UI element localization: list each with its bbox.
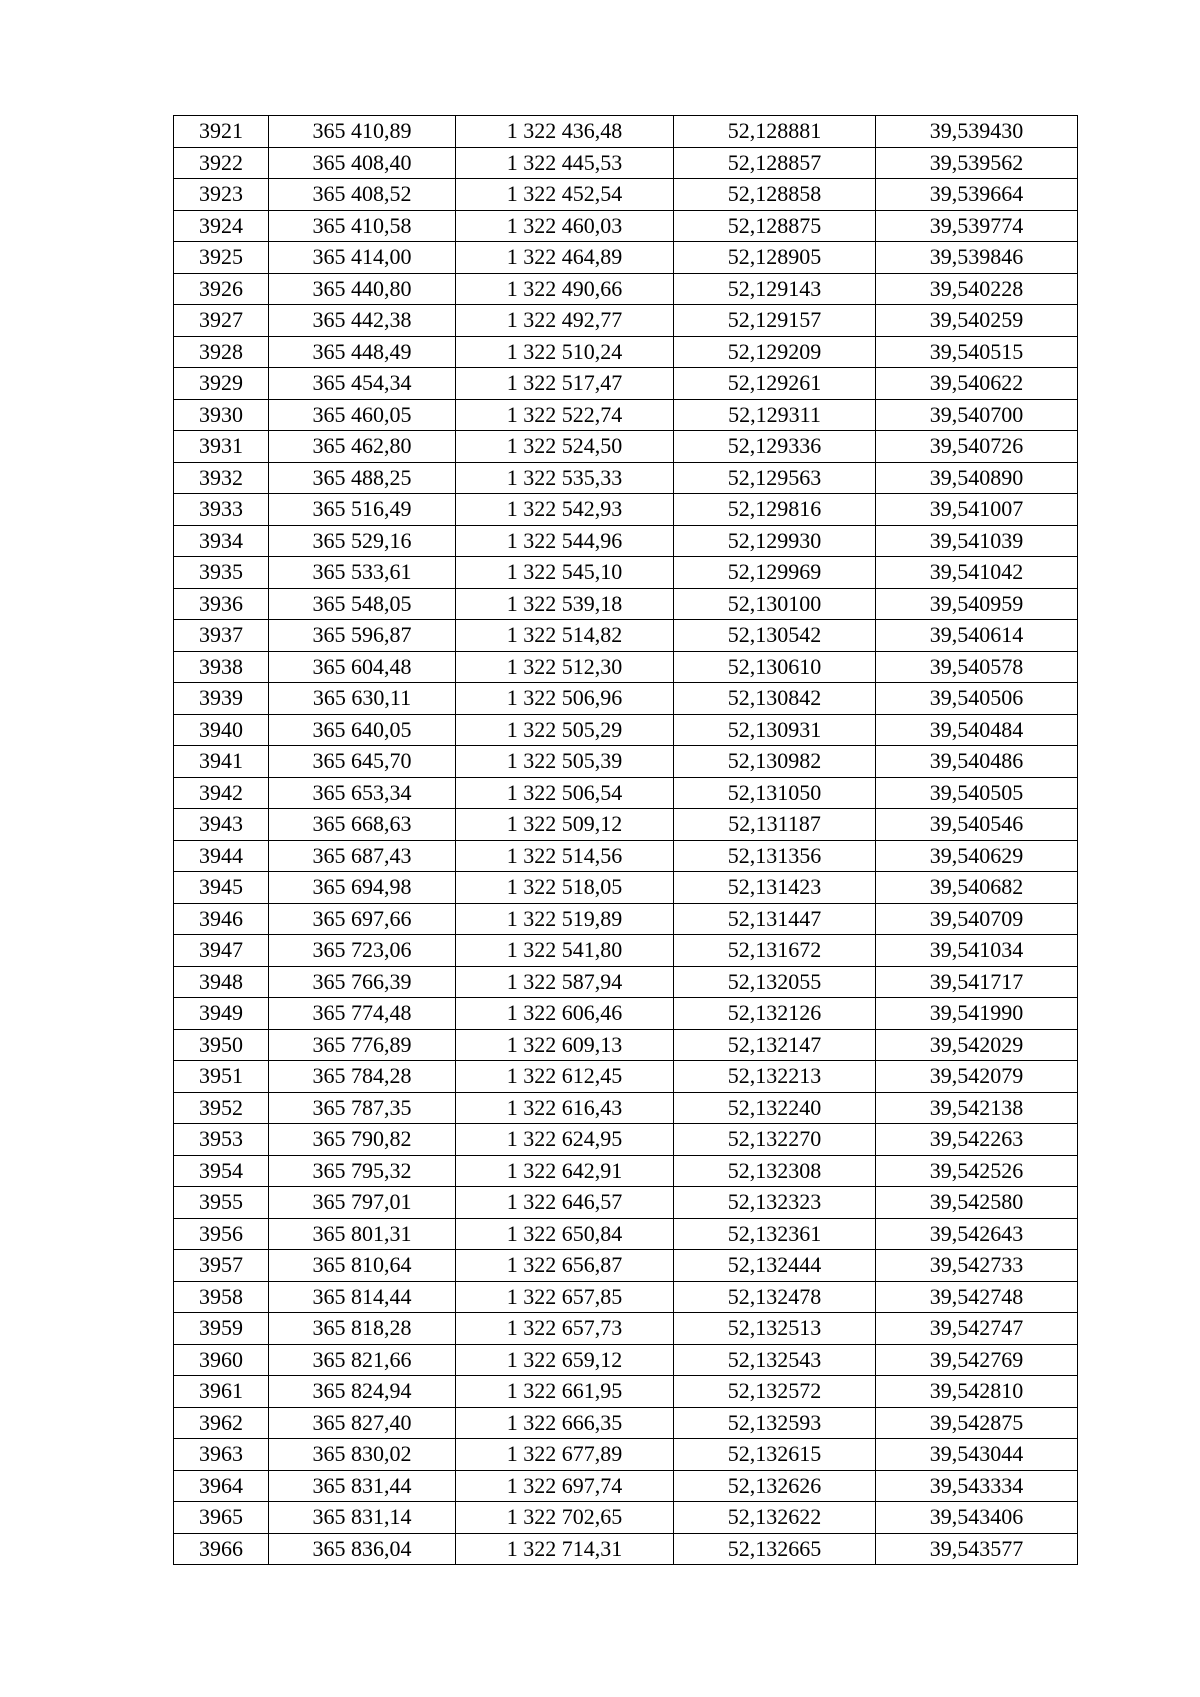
- point-number-cell: 3961: [174, 1376, 269, 1408]
- longitude-cell: 39,540486: [876, 746, 1078, 778]
- longitude-cell: 39,539846: [876, 242, 1078, 274]
- y-coordinate-cell: 1 322 659,12: [456, 1344, 674, 1376]
- table-row: [174, 1092, 1078, 1124]
- y-coordinate-cell: 1 322 512,30: [456, 651, 674, 683]
- latitude-cell: 52,129311: [674, 399, 876, 431]
- table-row: [174, 431, 1078, 463]
- latitude-cell: 52,132593: [674, 1407, 876, 1439]
- longitude-cell: 39,542526: [876, 1155, 1078, 1187]
- y-coordinate-cell: 1 322 505,29: [456, 714, 674, 746]
- point-number-cell: 3951: [174, 1061, 269, 1093]
- longitude-cell: 39,540890: [876, 462, 1078, 494]
- longitude-cell: 39,542733: [876, 1250, 1078, 1282]
- y-coordinate-cell: 1 322 656,87: [456, 1250, 674, 1282]
- x-coordinate-cell: 365 784,28: [269, 1061, 456, 1093]
- point-number-cell: 3944: [174, 840, 269, 872]
- latitude-cell: 52,131447: [674, 903, 876, 935]
- y-coordinate-cell: 1 322 545,10: [456, 557, 674, 589]
- table-row: [174, 1313, 1078, 1345]
- latitude-cell: 52,128875: [674, 210, 876, 242]
- y-coordinate-cell: 1 322 657,85: [456, 1281, 674, 1313]
- latitude-cell: 52,129816: [674, 494, 876, 526]
- latitude-cell: 52,129261: [674, 368, 876, 400]
- x-coordinate-cell: 365 821,66: [269, 1344, 456, 1376]
- y-coordinate-cell: 1 322 609,13: [456, 1029, 674, 1061]
- x-coordinate-cell: 365 830,02: [269, 1439, 456, 1471]
- latitude-cell: 52,130931: [674, 714, 876, 746]
- point-number-cell: 3936: [174, 588, 269, 620]
- x-coordinate-cell: 365 827,40: [269, 1407, 456, 1439]
- table-row: [174, 620, 1078, 652]
- y-coordinate-cell: 1 322 650,84: [456, 1218, 674, 1250]
- point-number-cell: 3947: [174, 935, 269, 967]
- table-row: [174, 1124, 1078, 1156]
- latitude-cell: 52,132572: [674, 1376, 876, 1408]
- y-coordinate-cell: 1 322 616,43: [456, 1092, 674, 1124]
- point-number-cell: 3932: [174, 462, 269, 494]
- longitude-cell: 39,542747: [876, 1313, 1078, 1345]
- table-row: [174, 1533, 1078, 1565]
- x-coordinate-cell: 365 814,44: [269, 1281, 456, 1313]
- x-coordinate-cell: 365 687,43: [269, 840, 456, 872]
- point-number-cell: 3935: [174, 557, 269, 589]
- latitude-cell: 52,131356: [674, 840, 876, 872]
- longitude-cell: 39,540515: [876, 336, 1078, 368]
- point-number-cell: 3931: [174, 431, 269, 463]
- y-coordinate-cell: 1 322 646,57: [456, 1187, 674, 1219]
- coordinates-table: [173, 115, 1078, 1565]
- longitude-cell: 39,543044: [876, 1439, 1078, 1471]
- x-coordinate-cell: 365 454,34: [269, 368, 456, 400]
- longitude-cell: 39,539774: [876, 210, 1078, 242]
- longitude-cell: 39,540959: [876, 588, 1078, 620]
- table-row: [174, 1439, 1078, 1471]
- point-number-cell: 3950: [174, 1029, 269, 1061]
- table-row: [174, 557, 1078, 589]
- y-coordinate-cell: 1 322 539,18: [456, 588, 674, 620]
- longitude-cell: 39,539430: [876, 116, 1078, 148]
- table-row: [174, 1470, 1078, 1502]
- table-row: [174, 1187, 1078, 1219]
- x-coordinate-cell: 365 766,39: [269, 966, 456, 998]
- y-coordinate-cell: 1 322 657,73: [456, 1313, 674, 1345]
- table-row: [174, 462, 1078, 494]
- table-row: [174, 1250, 1078, 1282]
- table-row: [174, 903, 1078, 935]
- point-number-cell: 3960: [174, 1344, 269, 1376]
- latitude-cell: 52,132444: [674, 1250, 876, 1282]
- latitude-cell: 52,129157: [674, 305, 876, 337]
- table-row: [174, 1281, 1078, 1313]
- latitude-cell: 52,132626: [674, 1470, 876, 1502]
- x-coordinate-cell: 365 836,04: [269, 1533, 456, 1565]
- y-coordinate-cell: 1 322 505,39: [456, 746, 674, 778]
- table-row: [174, 116, 1078, 148]
- x-coordinate-cell: 365 831,44: [269, 1470, 456, 1502]
- latitude-cell: 52,130542: [674, 620, 876, 652]
- point-number-cell: 3940: [174, 714, 269, 746]
- y-coordinate-cell: 1 322 452,54: [456, 179, 674, 211]
- table-row: [174, 966, 1078, 998]
- latitude-cell: 52,130610: [674, 651, 876, 683]
- x-coordinate-cell: 365 640,05: [269, 714, 456, 746]
- longitude-cell: 39,543406: [876, 1502, 1078, 1534]
- point-number-cell: 3958: [174, 1281, 269, 1313]
- latitude-cell: 52,132665: [674, 1533, 876, 1565]
- table-row: [174, 336, 1078, 368]
- table-row: [174, 210, 1078, 242]
- table-row: [174, 1061, 1078, 1093]
- latitude-cell: 52,132213: [674, 1061, 876, 1093]
- point-number-cell: 3964: [174, 1470, 269, 1502]
- point-number-cell: 3933: [174, 494, 269, 526]
- table-row: [174, 147, 1078, 179]
- longitude-cell: 39,541007: [876, 494, 1078, 526]
- y-coordinate-cell: 1 322 445,53: [456, 147, 674, 179]
- point-number-cell: 3925: [174, 242, 269, 274]
- x-coordinate-cell: 365 440,80: [269, 273, 456, 305]
- y-coordinate-cell: 1 322 518,05: [456, 872, 674, 904]
- y-coordinate-cell: 1 322 612,45: [456, 1061, 674, 1093]
- longitude-cell: 39,542263: [876, 1124, 1078, 1156]
- table-row: [174, 242, 1078, 274]
- table-row: [174, 651, 1078, 683]
- latitude-cell: 52,131672: [674, 935, 876, 967]
- table-row: [174, 368, 1078, 400]
- longitude-cell: 39,540700: [876, 399, 1078, 431]
- latitude-cell: 52,128905: [674, 242, 876, 274]
- y-coordinate-cell: 1 322 509,12: [456, 809, 674, 841]
- longitude-cell: 39,540726: [876, 431, 1078, 463]
- latitude-cell: 52,132478: [674, 1281, 876, 1313]
- x-coordinate-cell: 365 723,06: [269, 935, 456, 967]
- y-coordinate-cell: 1 322 524,50: [456, 431, 674, 463]
- x-coordinate-cell: 365 774,48: [269, 998, 456, 1030]
- point-number-cell: 3929: [174, 368, 269, 400]
- y-coordinate-cell: 1 322 506,54: [456, 777, 674, 809]
- x-coordinate-cell: 365 548,05: [269, 588, 456, 620]
- point-number-cell: 3949: [174, 998, 269, 1030]
- x-coordinate-cell: 365 460,05: [269, 399, 456, 431]
- point-number-cell: 3955: [174, 1187, 269, 1219]
- table-row: [174, 525, 1078, 557]
- x-coordinate-cell: 365 408,40: [269, 147, 456, 179]
- longitude-cell: 39,540709: [876, 903, 1078, 935]
- y-coordinate-cell: 1 322 661,95: [456, 1376, 674, 1408]
- latitude-cell: 52,132055: [674, 966, 876, 998]
- longitude-cell: 39,540578: [876, 651, 1078, 683]
- latitude-cell: 52,130100: [674, 588, 876, 620]
- table-row: [174, 840, 1078, 872]
- y-coordinate-cell: 1 322 642,91: [456, 1155, 674, 1187]
- x-coordinate-cell: 365 776,89: [269, 1029, 456, 1061]
- longitude-cell: 39,540484: [876, 714, 1078, 746]
- longitude-cell: 39,540629: [876, 840, 1078, 872]
- longitude-cell: 39,539562: [876, 147, 1078, 179]
- longitude-cell: 39,542580: [876, 1187, 1078, 1219]
- table-row: [174, 305, 1078, 337]
- y-coordinate-cell: 1 322 506,96: [456, 683, 674, 715]
- x-coordinate-cell: 365 810,64: [269, 1250, 456, 1282]
- latitude-cell: 52,131187: [674, 809, 876, 841]
- table-row: [174, 1155, 1078, 1187]
- point-number-cell: 3926: [174, 273, 269, 305]
- x-coordinate-cell: 365 408,52: [269, 179, 456, 211]
- point-number-cell: 3954: [174, 1155, 269, 1187]
- point-number-cell: 3963: [174, 1439, 269, 1471]
- latitude-cell: 52,132240: [674, 1092, 876, 1124]
- y-coordinate-cell: 1 322 519,89: [456, 903, 674, 935]
- longitude-cell: 39,540228: [876, 273, 1078, 305]
- y-coordinate-cell: 1 322 492,77: [456, 305, 674, 337]
- table-row: [174, 399, 1078, 431]
- y-coordinate-cell: 1 322 490,66: [456, 273, 674, 305]
- longitude-cell: 39,539664: [876, 179, 1078, 211]
- y-coordinate-cell: 1 322 666,35: [456, 1407, 674, 1439]
- y-coordinate-cell: 1 322 587,94: [456, 966, 674, 998]
- x-coordinate-cell: 365 797,01: [269, 1187, 456, 1219]
- x-coordinate-cell: 365 414,00: [269, 242, 456, 274]
- y-coordinate-cell: 1 322 606,46: [456, 998, 674, 1030]
- latitude-cell: 52,129563: [674, 462, 876, 494]
- x-coordinate-cell: 365 790,82: [269, 1124, 456, 1156]
- latitude-cell: 52,130842: [674, 683, 876, 715]
- longitude-cell: 39,542810: [876, 1376, 1078, 1408]
- y-coordinate-cell: 1 322 535,33: [456, 462, 674, 494]
- latitude-cell: 52,129209: [674, 336, 876, 368]
- point-number-cell: 3937: [174, 620, 269, 652]
- latitude-cell: 52,131050: [674, 777, 876, 809]
- latitude-cell: 52,128858: [674, 179, 876, 211]
- point-number-cell: 3953: [174, 1124, 269, 1156]
- latitude-cell: 52,132126: [674, 998, 876, 1030]
- longitude-cell: 39,540505: [876, 777, 1078, 809]
- y-coordinate-cell: 1 322 510,24: [456, 336, 674, 368]
- point-number-cell: 3928: [174, 336, 269, 368]
- table-row: [174, 777, 1078, 809]
- y-coordinate-cell: 1 322 514,56: [456, 840, 674, 872]
- table-row: [174, 1502, 1078, 1534]
- y-coordinate-cell: 1 322 544,96: [456, 525, 674, 557]
- y-coordinate-cell: 1 322 517,47: [456, 368, 674, 400]
- longitude-cell: 39,540682: [876, 872, 1078, 904]
- point-number-cell: 3930: [174, 399, 269, 431]
- table-row: [174, 1344, 1078, 1376]
- x-coordinate-cell: 365 801,31: [269, 1218, 456, 1250]
- longitude-cell: 39,540622: [876, 368, 1078, 400]
- table-row: [174, 1029, 1078, 1061]
- table-row: [174, 872, 1078, 904]
- latitude-cell: 52,128881: [674, 116, 876, 148]
- y-coordinate-cell: 1 322 541,80: [456, 935, 674, 967]
- y-coordinate-cell: 1 322 460,03: [456, 210, 674, 242]
- table-row: [174, 809, 1078, 841]
- table-row: [174, 1218, 1078, 1250]
- table-row: [174, 714, 1078, 746]
- x-coordinate-cell: 365 529,16: [269, 525, 456, 557]
- coordinates-table-body: [174, 116, 1078, 1565]
- x-coordinate-cell: 365 410,58: [269, 210, 456, 242]
- longitude-cell: 39,542875: [876, 1407, 1078, 1439]
- point-number-cell: 3938: [174, 651, 269, 683]
- table-row: [174, 1376, 1078, 1408]
- y-coordinate-cell: 1 322 697,74: [456, 1470, 674, 1502]
- latitude-cell: 52,132513: [674, 1313, 876, 1345]
- x-coordinate-cell: 365 630,11: [269, 683, 456, 715]
- longitude-cell: 39,540259: [876, 305, 1078, 337]
- x-coordinate-cell: 365 448,49: [269, 336, 456, 368]
- table-row: [174, 683, 1078, 715]
- latitude-cell: 52,132543: [674, 1344, 876, 1376]
- x-coordinate-cell: 365 442,38: [269, 305, 456, 337]
- point-number-cell: 3957: [174, 1250, 269, 1282]
- latitude-cell: 52,129969: [674, 557, 876, 589]
- x-coordinate-cell: 365 668,63: [269, 809, 456, 841]
- latitude-cell: 52,129930: [674, 525, 876, 557]
- longitude-cell: 39,542643: [876, 1218, 1078, 1250]
- latitude-cell: 52,131423: [674, 872, 876, 904]
- table-row: [174, 935, 1078, 967]
- point-number-cell: 3952: [174, 1092, 269, 1124]
- point-number-cell: 3942: [174, 777, 269, 809]
- longitude-cell: 39,541990: [876, 998, 1078, 1030]
- point-number-cell: 3934: [174, 525, 269, 557]
- x-coordinate-cell: 365 694,98: [269, 872, 456, 904]
- point-number-cell: 3924: [174, 210, 269, 242]
- y-coordinate-cell: 1 322 714,31: [456, 1533, 674, 1565]
- x-coordinate-cell: 365 462,80: [269, 431, 456, 463]
- point-number-cell: 3946: [174, 903, 269, 935]
- y-coordinate-cell: 1 322 677,89: [456, 1439, 674, 1471]
- longitude-cell: 39,540614: [876, 620, 1078, 652]
- latitude-cell: 52,132615: [674, 1439, 876, 1471]
- x-coordinate-cell: 365 533,61: [269, 557, 456, 589]
- point-number-cell: 3927: [174, 305, 269, 337]
- point-number-cell: 3959: [174, 1313, 269, 1345]
- point-number-cell: 3939: [174, 683, 269, 715]
- point-number-cell: 3941: [174, 746, 269, 778]
- latitude-cell: 52,132323: [674, 1187, 876, 1219]
- table-row: [174, 588, 1078, 620]
- longitude-cell: 39,542748: [876, 1281, 1078, 1313]
- x-coordinate-cell: 365 596,87: [269, 620, 456, 652]
- longitude-cell: 39,542769: [876, 1344, 1078, 1376]
- longitude-cell: 39,542029: [876, 1029, 1078, 1061]
- longitude-cell: 39,540546: [876, 809, 1078, 841]
- latitude-cell: 52,129336: [674, 431, 876, 463]
- longitude-cell: 39,543577: [876, 1533, 1078, 1565]
- table-row: [174, 998, 1078, 1030]
- longitude-cell: 39,543334: [876, 1470, 1078, 1502]
- longitude-cell: 39,540506: [876, 683, 1078, 715]
- latitude-cell: 52,132361: [674, 1218, 876, 1250]
- x-coordinate-cell: 365 787,35: [269, 1092, 456, 1124]
- x-coordinate-cell: 365 516,49: [269, 494, 456, 526]
- latitude-cell: 52,132270: [674, 1124, 876, 1156]
- point-number-cell: 3965: [174, 1502, 269, 1534]
- x-coordinate-cell: 365 795,32: [269, 1155, 456, 1187]
- table-row: [174, 494, 1078, 526]
- x-coordinate-cell: 365 697,66: [269, 903, 456, 935]
- table-row: [174, 746, 1078, 778]
- x-coordinate-cell: 365 818,28: [269, 1313, 456, 1345]
- y-coordinate-cell: 1 322 522,74: [456, 399, 674, 431]
- x-coordinate-cell: 365 604,48: [269, 651, 456, 683]
- y-coordinate-cell: 1 322 514,82: [456, 620, 674, 652]
- table-row: [174, 179, 1078, 211]
- latitude-cell: 52,132622: [674, 1502, 876, 1534]
- point-number-cell: 3923: [174, 179, 269, 211]
- longitude-cell: 39,541039: [876, 525, 1078, 557]
- longitude-cell: 39,542138: [876, 1092, 1078, 1124]
- table-row: [174, 1407, 1078, 1439]
- y-coordinate-cell: 1 322 542,93: [456, 494, 674, 526]
- x-coordinate-cell: 365 410,89: [269, 116, 456, 148]
- point-number-cell: 3945: [174, 872, 269, 904]
- latitude-cell: 52,128857: [674, 147, 876, 179]
- longitude-cell: 39,542079: [876, 1061, 1078, 1093]
- x-coordinate-cell: 365 653,34: [269, 777, 456, 809]
- x-coordinate-cell: 365 824,94: [269, 1376, 456, 1408]
- y-coordinate-cell: 1 322 624,95: [456, 1124, 674, 1156]
- x-coordinate-cell: 365 645,70: [269, 746, 456, 778]
- longitude-cell: 39,541042: [876, 557, 1078, 589]
- x-coordinate-cell: 365 488,25: [269, 462, 456, 494]
- latitude-cell: 52,132147: [674, 1029, 876, 1061]
- latitude-cell: 52,132308: [674, 1155, 876, 1187]
- y-coordinate-cell: 1 322 702,65: [456, 1502, 674, 1534]
- point-number-cell: 3943: [174, 809, 269, 841]
- latitude-cell: 52,129143: [674, 273, 876, 305]
- point-number-cell: 3962: [174, 1407, 269, 1439]
- longitude-cell: 39,541717: [876, 966, 1078, 998]
- table-row: [174, 273, 1078, 305]
- x-coordinate-cell: 365 831,14: [269, 1502, 456, 1534]
- point-number-cell: 3956: [174, 1218, 269, 1250]
- point-number-cell: 3922: [174, 147, 269, 179]
- point-number-cell: 3921: [174, 116, 269, 148]
- point-number-cell: 3966: [174, 1533, 269, 1565]
- y-coordinate-cell: 1 322 464,89: [456, 242, 674, 274]
- y-coordinate-cell: 1 322 436,48: [456, 116, 674, 148]
- longitude-cell: 39,541034: [876, 935, 1078, 967]
- point-number-cell: 3948: [174, 966, 269, 998]
- latitude-cell: 52,130982: [674, 746, 876, 778]
